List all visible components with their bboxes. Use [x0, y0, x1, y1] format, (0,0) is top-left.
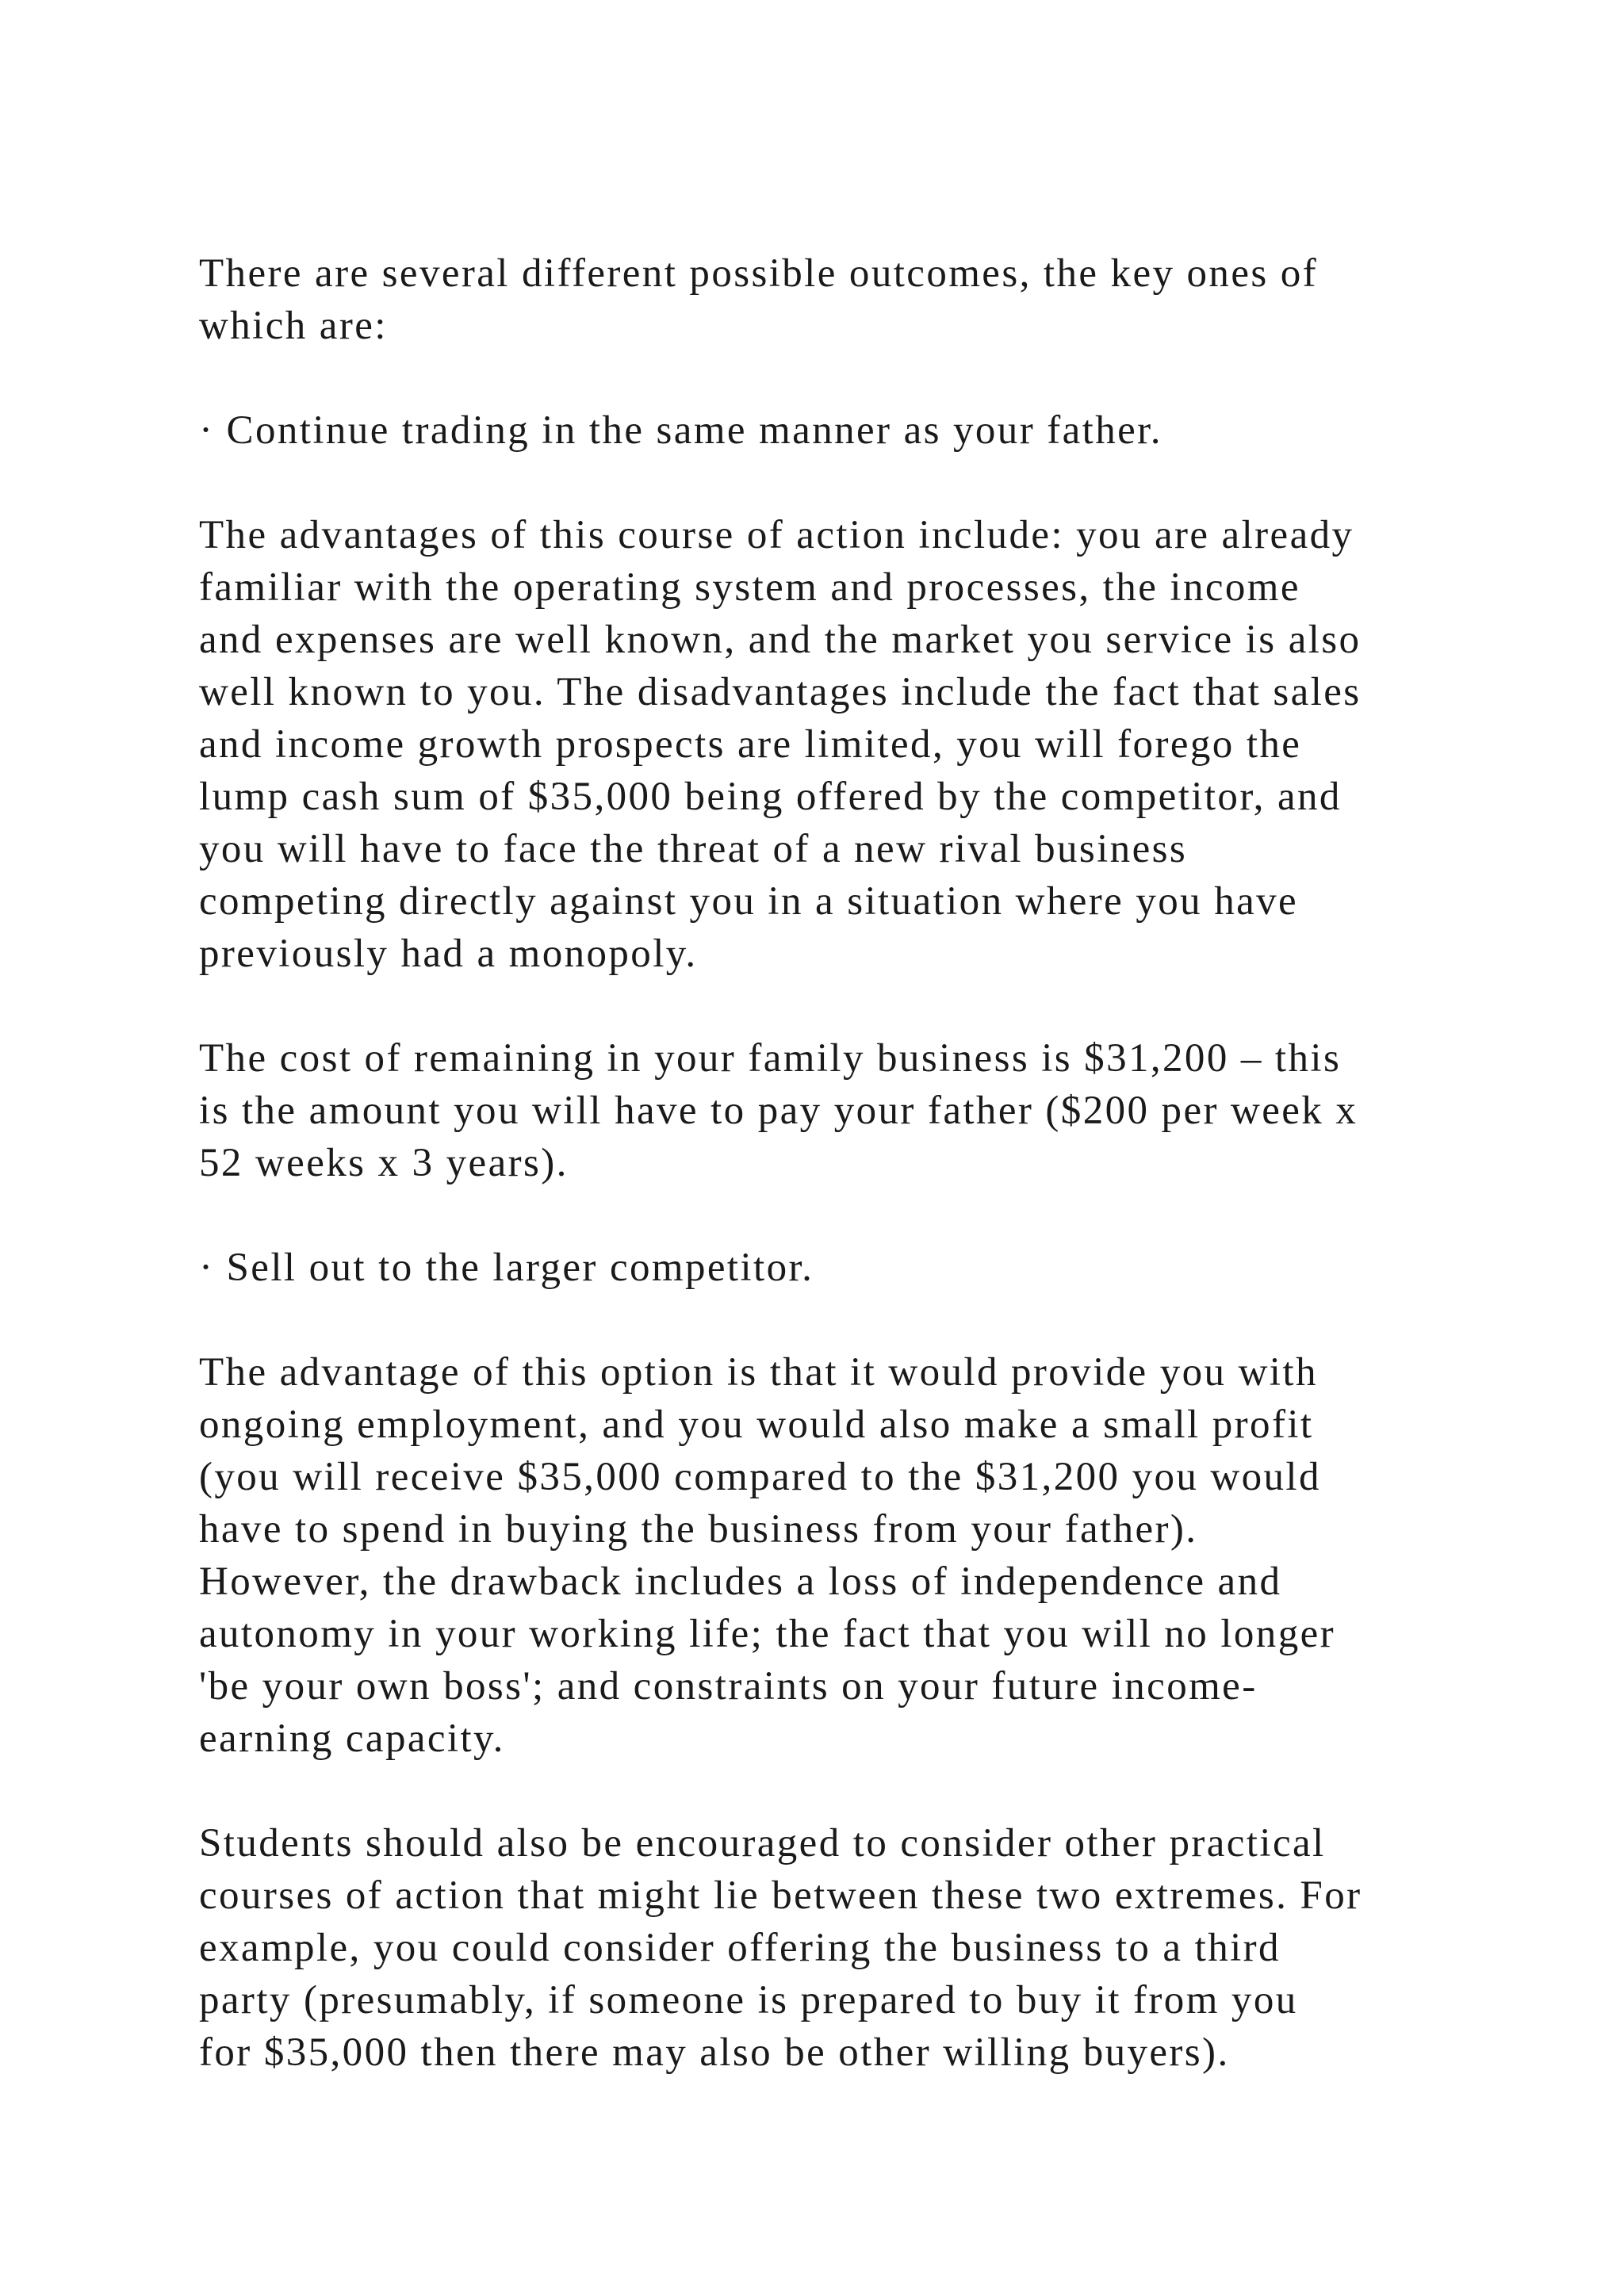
- intro-paragraph: There are several different possible outcomes, the key ones of which are:: [199, 251, 1319, 348]
- option-continue-trading-bullet: · Continue trading in the same manner as your father.: [199, 408, 1162, 453]
- paragraph-spacer: [199, 457, 1436, 509]
- paragraph-spacer: [199, 352, 1436, 404]
- paragraph-spacer: [199, 1294, 1436, 1346]
- option-sell-out-bullet: · Sell out to the larger competitor.: [199, 1246, 814, 1290]
- continue-trading-analysis-paragraph: The advantages of this course of action include: you are already familiar with the operating system and processes, the income and expenses are well known, and the market you service is also well known to you. The disadvantages include the fact that sales and income growth prospects are limited, you will forego the lump cash sum of $35,000 being offered by the competitor, and you will have to face the threat of a new rival business competing directly against you in a situation where you have previously had a monopoly.: [199, 513, 1362, 976]
- paragraph-spacer: [199, 1765, 1436, 1817]
- sell-out-analysis-paragraph: The advantage of this option is that it would provide you with ongoing employment, and you would also make a small profit (you will receive $35,000 compared to the $31,200 you would have to spend in buying the business from your father). However, the drawback includes a loss of independence and autonomy in your working life; the fact that you will no longer 'be your own boss'; and constraints on your future income- earning capacity.: [199, 1350, 1336, 1761]
- cost-of-remaining-paragraph: The cost of remaining in your family business is $31,200 – this is the amount you will have to pay your father ($200 per week x 52 weeks x 3 years).: [199, 1036, 1358, 1185]
- other-options-paragraph: Students should also be encouraged to consider other practical courses of action that might lie between these two extremes. For example, you could consider offering the business to a third party (presumably, if someone is prepared to buy it from you for $35,000 then there may also be other willing buyers).: [199, 1821, 1362, 2075]
- paragraph-spacer: [199, 1189, 1436, 1242]
- document-page: [199, 247, 1436, 2079]
- paragraph-spacer: [199, 980, 1436, 1032]
